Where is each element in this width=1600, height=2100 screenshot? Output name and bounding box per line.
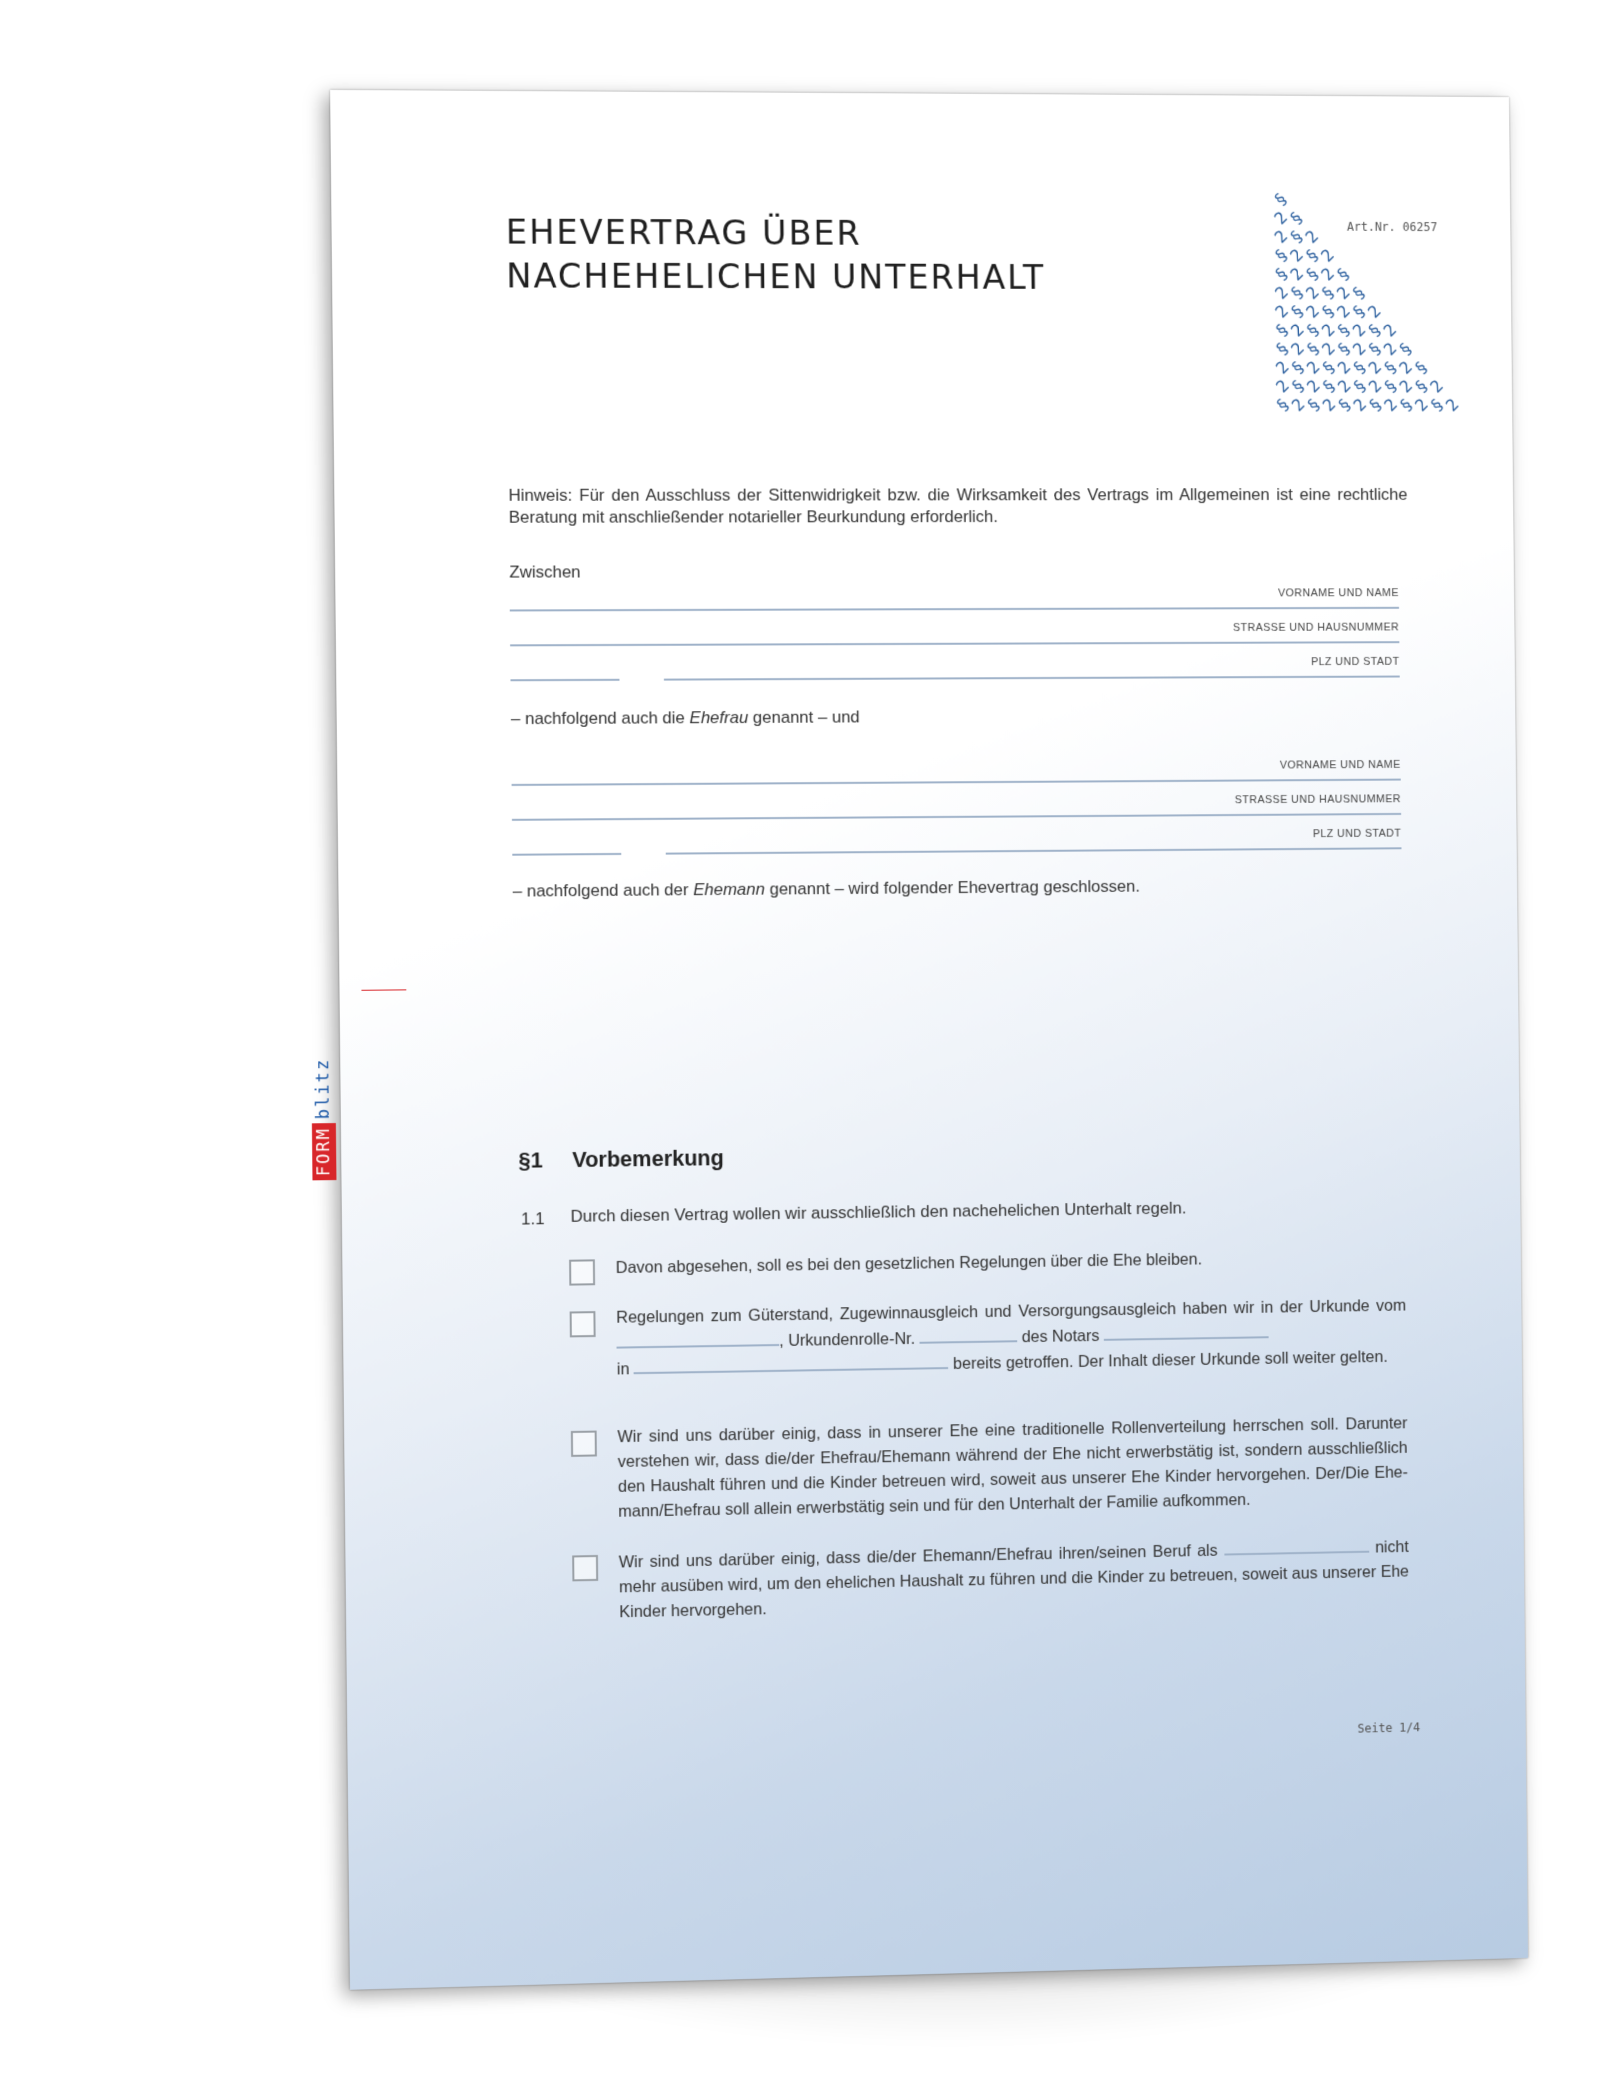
pattern-glyph: §: [1319, 376, 1340, 398]
pattern-glyph: 2: [1270, 207, 1292, 230]
pattern-glyph: §: [1286, 208, 1308, 230]
husband-street-caption: STRASSE UND HAUSNUMMER: [1234, 793, 1402, 807]
option-2-text: [616, 1294, 1407, 1383]
option-2-part-e: bereits getroffen. Der Inhalt dieser Urkunde soll weiter gelten.: [952, 1348, 1388, 1373]
pattern-glyph: 2: [1396, 376, 1417, 398]
pattern-glyph: §: [1303, 338, 1324, 360]
wife-city-caption: PLZ UND STADT: [1310, 655, 1400, 669]
pattern-glyph: §: [1396, 394, 1417, 416]
pattern-glyph: 2: [1303, 357, 1325, 379]
notary-name-field[interactable]: [1104, 1320, 1269, 1340]
pattern-glyph: §: [1287, 357, 1309, 379]
option-2-part-a: Regelungen zum Güterstand, Zugewinnausgleich und Versorgungsausgleich haben wir in der Urkunde vom: [616, 1296, 1407, 1327]
husband-city-field[interactable]: [666, 847, 1402, 854]
pattern-glyph: 2: [1271, 301, 1293, 323]
pattern-glyph: §: [1271, 245, 1293, 267]
pattern-glyph: §: [1271, 264, 1293, 286]
option-4-part-a: Wir sind uns darüber einig, dass die/der Ehemann/Ehefrau ihren/seinen Beruf als: [618, 1541, 1218, 1572]
pattern-glyph: §: [1303, 394, 1325, 416]
pattern-glyph: 2: [1365, 357, 1386, 379]
pattern-glyph: 2: [1442, 395, 1464, 416]
husband-city-caption: PLZ UND STADT: [1312, 827, 1402, 841]
pattern-glyph: 2: [1288, 394, 1310, 416]
pattern-glyph: §: [1302, 245, 1323, 267]
wife-zip-field[interactable]: [510, 679, 619, 681]
item-number: 1.1: [520, 1209, 545, 1229]
option-1-checkbox[interactable]: [569, 1259, 595, 1285]
husband-name-field[interactable]: [512, 779, 1401, 786]
zwischen-label: Zwischen: [509, 562, 581, 582]
pattern-glyph: §: [1411, 357, 1432, 379]
pattern-glyph: §: [1272, 320, 1293, 342]
pattern-glyph: §: [1380, 376, 1402, 398]
legal-hint: Hinweis: Für den Ausschluss der Sittenwidrigkeit bzw. die Wirksamkeit des Vertrags im Allgemeinen ist eine rechtliche Beratung mit anschließender notarieller Beurkundung erforderlich.: [508, 485, 1408, 527]
pattern-glyph: §: [1364, 320, 1386, 342]
pattern-glyph: 2: [1395, 357, 1417, 379]
pattern-glyph: §: [1364, 338, 1386, 360]
pattern-glyph: 2: [1319, 394, 1340, 416]
husband-zip-field[interactable]: [512, 853, 621, 856]
pattern-glyph: 2: [1286, 245, 1308, 267]
option-4-part-b: nicht mehr ausüben wird, um den ehelichen Haushalt zu führen und die Kinder zu betreuen, soweit aus unserer Ehe Kinder hervorgehen.: [618, 1538, 1409, 1622]
title-line-1: EHEVERTRAG ÜBER: [505, 212, 862, 254]
husband-role-text: Ehemann: [693, 879, 765, 900]
wife-city-field[interactable]: [664, 676, 1400, 681]
pattern-glyph: 2: [1411, 394, 1433, 416]
option-2-part-d: in: [616, 1360, 630, 1379]
pattern-glyph: 2: [1364, 301, 1386, 323]
article-number: Art.Nr. 06257: [1346, 219, 1438, 234]
deed-date-field[interactable]: [616, 1328, 779, 1348]
pattern-glyph: 2: [1334, 376, 1356, 398]
option-2-part-b: , Urkundenrolle-Nr.: [779, 1329, 916, 1350]
pattern-glyph: 2: [1302, 282, 1324, 304]
wife-street-field[interactable]: [510, 641, 1399, 646]
pattern-glyph: §: [1334, 338, 1355, 360]
pattern-glyph: 2: [1302, 226, 1323, 248]
option-4-text: [619, 1534, 1410, 1625]
item-text: Durch diesen Vertrag wollen wir ausschließlich den nachehelichen Unterhalt regeln.: [570, 1198, 1187, 1226]
logo-form-part: FORM: [312, 1123, 337, 1180]
section-title: Vorbemerkung: [572, 1145, 725, 1173]
pattern-glyph: 2: [1317, 264, 1339, 286]
paragraph-pattern-icon: [1269, 189, 1483, 430]
pattern-glyph: §: [1411, 376, 1433, 398]
pattern-glyph: §: [1365, 394, 1387, 416]
pattern-glyph: 2: [1287, 264, 1308, 286]
husband-name-caption: VORNAME UND NAME: [1279, 758, 1401, 772]
husband-outro-text: genannt – wird folgender Ehevertrag geschlossen.: [769, 876, 1140, 899]
page-number: Seite 1/4: [1357, 1720, 1421, 1736]
deed-number-field[interactable]: [919, 1324, 1017, 1343]
wife-designation: [511, 708, 860, 730]
pattern-glyph: 2: [1317, 245, 1339, 267]
pattern-glyph: §: [1395, 339, 1417, 361]
pattern-glyph: 2: [1334, 357, 1355, 379]
pattern-glyph: 2: [1333, 301, 1355, 323]
pattern-glyph: §: [1349, 357, 1371, 379]
pattern-glyph: 2: [1271, 282, 1293, 304]
option-1-text: Davon abgesehen, soll es bei den gesetzlichen Regelungen über die Ehe bleiben.: [615, 1250, 1203, 1277]
section-number: §1: [518, 1147, 543, 1173]
pattern-glyph: 2: [1303, 376, 1325, 398]
pattern-glyph: §: [1334, 394, 1356, 416]
pattern-glyph: §: [1349, 301, 1370, 323]
pattern-glyph: 2: [1318, 320, 1340, 342]
section-heading: [518, 1145, 724, 1173]
husband-street-field[interactable]: [512, 813, 1401, 821]
formblitz-logo: [310, 1030, 338, 1180]
pattern-glyph: §: [1270, 189, 1292, 211]
pattern-glyph: §: [1303, 320, 1324, 342]
pattern-glyph: §: [1287, 282, 1308, 304]
pattern-glyph: 2: [1349, 320, 1370, 342]
pattern-glyph: §: [1380, 357, 1402, 379]
pattern-glyph: §: [1318, 282, 1339, 304]
pattern-glyph: §: [1287, 301, 1309, 323]
profession-field[interactable]: [1224, 1535, 1369, 1556]
wife-street-caption: STRASSE UND HAUSNUMMER: [1232, 621, 1400, 634]
wife-outro-text: genannt – und: [752, 707, 860, 727]
pattern-glyph: §: [1288, 376, 1309, 398]
pattern-glyph: 2: [1380, 338, 1401, 360]
pattern-glyph: §: [1349, 376, 1371, 398]
pattern-glyph: §: [1272, 338, 1294, 360]
option-2-part-c: des Notars: [1021, 1327, 1100, 1347]
husband-intro-text: – nachfolgend auch der: [512, 880, 689, 901]
pattern-glyph: 2: [1302, 301, 1324, 323]
pattern-glyph: 2: [1271, 226, 1292, 248]
pattern-glyph: §: [1286, 226, 1308, 248]
pattern-glyph: §: [1302, 264, 1324, 286]
pattern-glyph: 2: [1272, 376, 1294, 398]
logo-rule: [361, 989, 406, 990]
husband-designation: [513, 877, 1140, 902]
document-title: [506, 211, 1046, 300]
title-line-2: NACHEHELICHEN UNTERHALT: [506, 256, 1046, 298]
pattern-glyph: 2: [1365, 376, 1386, 398]
option-2-checkbox[interactable]: [570, 1311, 596, 1337]
pattern-glyph: §: [1333, 264, 1355, 286]
pattern-glyph: 2: [1426, 376, 1448, 398]
wife-name-field[interactable]: [510, 607, 1399, 612]
notary-city-field[interactable]: [634, 1351, 949, 1374]
pattern-glyph: 2: [1272, 357, 1294, 379]
option-3-text: Wir sind uns darüber einig, dass in unserer Ehe eine traditionelle Rollenverteilung herrschen soll. Darunter verstehen wir, dass die/der Ehefrau/Ehemann während der Ehe nicht erwerbstätig ist, sondern ausschließlich den Haushalt führen und die Kinder betreuen wird, soweit aus unserer Ehe Kinder hervorgehen. Der/Die Ehe-mann/Ehefrau soll allein erwerbstätig sein und für den Unterhalt der Familie aufkommen.: [617, 1414, 1408, 1521]
pattern-glyph: §: [1318, 301, 1339, 323]
logo-blitz-part: blitz: [313, 1057, 334, 1120]
wife-intro-text: – nachfolgend auch die: [510, 708, 685, 729]
pattern-glyph: 2: [1349, 338, 1371, 360]
option-4-checkbox[interactable]: [572, 1555, 598, 1581]
wife-name-caption: VORNAME UND NAME: [1277, 587, 1399, 600]
pattern-glyph: 2: [1333, 282, 1355, 304]
wife-role-text: Ehefrau: [689, 708, 749, 728]
pattern-glyph: §: [1427, 394, 1448, 416]
pattern-glyph: 2: [1350, 394, 1371, 416]
pattern-glyph: §: [1318, 357, 1340, 379]
pattern-glyph: §: [1272, 394, 1294, 416]
pattern-glyph: §: [1333, 320, 1355, 342]
pattern-glyph: 2: [1380, 320, 1401, 342]
pattern-glyph: 2: [1287, 320, 1309, 342]
pattern-glyph: §: [1348, 282, 1370, 304]
document-page: [313, 90, 1528, 1990]
pattern-glyph: 2: [1318, 338, 1340, 360]
pattern-glyph: 2: [1287, 338, 1309, 360]
pattern-glyph: 2: [1380, 394, 1402, 416]
option-3-checkbox[interactable]: [571, 1431, 597, 1457]
